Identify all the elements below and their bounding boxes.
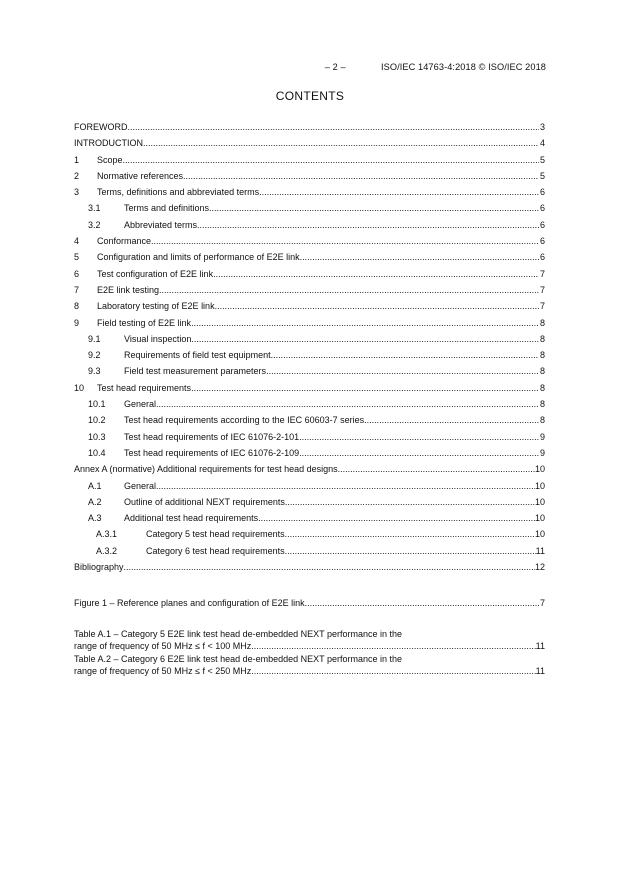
toc-page-number: 7 bbox=[539, 301, 545, 312]
toc-page-number: 10 bbox=[534, 513, 545, 524]
toc-entry-number: A.3 bbox=[88, 513, 102, 524]
toc-entry[interactable] bbox=[74, 383, 545, 399]
toc-entry-title: Annex A (normative) Additional requirements for test head designs bbox=[74, 464, 338, 475]
toc-page-number: 8 bbox=[539, 350, 545, 361]
figure-page-number: 7 bbox=[539, 598, 545, 609]
toc-entry-title: FOREWORD bbox=[74, 122, 128, 132]
toc-page-number: 9 bbox=[539, 431, 545, 442]
toc-entry[interactable] bbox=[74, 481, 545, 497]
page-header bbox=[325, 62, 546, 72]
toc-entry-number: 10.3 bbox=[88, 431, 106, 442]
toc-page-number: 8 bbox=[539, 317, 545, 328]
toc-entry[interactable] bbox=[74, 187, 545, 203]
toc-entry-title: Conformance bbox=[97, 236, 152, 247]
toc-page-number: 10 bbox=[534, 496, 545, 507]
toc-entry[interactable] bbox=[74, 529, 545, 545]
toc-entry-title: Outline of additional NEXT requirements bbox=[124, 496, 285, 507]
toc-entry[interactable] bbox=[74, 285, 545, 301]
toc-entry-number: 5 bbox=[74, 252, 80, 263]
table-of-contents bbox=[74, 122, 545, 679]
toc-page-number: 4 bbox=[539, 138, 545, 149]
toc-entry-title: Laboratory testing of E2E link bbox=[97, 301, 215, 312]
toc-entry[interactable] bbox=[74, 448, 545, 464]
toc-entry-number: 3.2 bbox=[88, 219, 101, 230]
toc-page-number: 6 bbox=[539, 219, 545, 230]
toc-entry[interactable] bbox=[74, 269, 545, 285]
toc-page-number: 8 bbox=[539, 399, 545, 410]
toc-entry[interactable] bbox=[74, 301, 545, 317]
page-number-label: – 2 – bbox=[324, 62, 346, 72]
toc-entry[interactable] bbox=[74, 497, 545, 513]
toc-entry[interactable] bbox=[74, 334, 545, 350]
toc-entry-number: 9.3 bbox=[88, 366, 101, 377]
toc-entry-number: 9.1 bbox=[88, 333, 101, 344]
toc-page-number: 7 bbox=[539, 284, 545, 295]
toc-entry-number: 4 bbox=[74, 236, 80, 247]
toc-entry-title: Normative references bbox=[97, 170, 184, 181]
toc-entry-title: Additional test head requirements bbox=[124, 513, 259, 524]
toc-entry-title: Category 6 test head requirements bbox=[146, 545, 285, 556]
table-title-line2: range of frequency of 50 MHz ≤ f < 250 MHz bbox=[74, 665, 252, 676]
toc-entry-title: Terms and definitions bbox=[124, 203, 210, 214]
toc-page-number: 10 bbox=[534, 529, 545, 540]
toc-entry-number: 1 bbox=[74, 154, 80, 165]
toc-entry-number: A.3.1 bbox=[96, 529, 118, 540]
toc-entry-number: 7 bbox=[74, 284, 80, 295]
toc-entry-title: Test head requirements bbox=[97, 382, 192, 393]
toc-entry-number: 9 bbox=[74, 317, 80, 328]
toc-page-number: 12 bbox=[534, 562, 545, 573]
toc-entry-title: Scope bbox=[97, 154, 123, 165]
toc-entry-title: Abbreviated terms bbox=[124, 219, 198, 230]
toc-page-number: 6 bbox=[539, 203, 545, 214]
toc-entry[interactable] bbox=[74, 236, 545, 252]
toc-page-number: 7 bbox=[539, 268, 545, 279]
toc-entry[interactable] bbox=[74, 513, 545, 529]
table-page-number: 11 bbox=[535, 665, 545, 676]
toc-page-number: 8 bbox=[539, 415, 545, 426]
toc-entry-title: Field test measurement parameters bbox=[124, 366, 267, 377]
toc-entry[interactable] bbox=[74, 432, 545, 448]
toc-page-number: 9 bbox=[539, 447, 545, 458]
toc-entry-number: 3 bbox=[74, 187, 80, 198]
toc-entry[interactable] bbox=[74, 546, 545, 562]
toc-entry-title: General bbox=[124, 480, 157, 491]
toc-entry-number: A.1 bbox=[88, 480, 102, 491]
toc-entry-title: Configuration and limits of performance of E2E link bbox=[97, 252, 300, 263]
table-list-entry[interactable] bbox=[74, 654, 545, 679]
toc-entry-title: Test head requirements of IEC 61076-2-109 bbox=[124, 447, 300, 458]
toc-entry-number: 8 bbox=[74, 301, 80, 312]
toc-entry[interactable] bbox=[74, 350, 545, 366]
toc-entry[interactable] bbox=[74, 122, 545, 138]
table-list-entry[interactable] bbox=[74, 629, 545, 654]
toc-entry-title: Test configuration of E2E link bbox=[97, 268, 214, 279]
toc-entry-number: 6 bbox=[74, 268, 80, 279]
toc-entry-number: 10.2 bbox=[88, 415, 106, 426]
toc-page-number: 8 bbox=[539, 382, 545, 393]
toc-entry-number: 2 bbox=[74, 170, 80, 181]
table-title-line1: Table A.1 – Category 5 E2E link test head de-embedded NEXT performance in the bbox=[74, 628, 403, 639]
toc-entry[interactable] bbox=[74, 171, 545, 187]
toc-entry-title: General bbox=[124, 399, 157, 410]
toc-entry-number: A.2 bbox=[88, 496, 102, 507]
toc-entry-number: 9.2 bbox=[88, 350, 101, 361]
toc-entry-title: Terms, definitions and abbreviated terms bbox=[97, 187, 260, 198]
toc-entry-title: Test head requirements according to the IEC 60603-7 series bbox=[124, 415, 365, 426]
toc-entry-title: Category 5 test head requirements bbox=[146, 529, 285, 540]
toc-entry[interactable] bbox=[74, 318, 545, 334]
toc-entry-title: E2E link testing bbox=[97, 284, 160, 295]
toc-page-number: 10 bbox=[534, 464, 545, 475]
toc-entry-title: INTRODUCTION bbox=[74, 138, 143, 149]
toc-entry[interactable] bbox=[74, 464, 545, 480]
toc-entry[interactable] bbox=[74, 138, 545, 154]
toc-page-number: 6 bbox=[539, 187, 545, 198]
toc-entry[interactable] bbox=[74, 366, 545, 382]
toc-entry[interactable] bbox=[74, 252, 545, 268]
toc-page-number: 6 bbox=[539, 236, 545, 247]
toc-entry-title: Test head requirements of IEC 61076-2-101 bbox=[124, 431, 300, 442]
toc-entry-title: Visual inspection bbox=[124, 333, 192, 344]
table-page-number: 11 bbox=[535, 640, 545, 651]
table-title-line1: Table A.2 – Category 6 E2E link test head de-embedded NEXT performance in the bbox=[74, 653, 403, 664]
table-title-line2: range of frequency of 50 MHz ≤ f < 100 MHz bbox=[74, 640, 252, 651]
toc-page-number: 5 bbox=[539, 170, 545, 181]
toc-entry-number: 10 bbox=[74, 382, 85, 393]
toc-page-number: 8 bbox=[539, 366, 545, 377]
toc-entry[interactable] bbox=[74, 203, 545, 219]
toc-page-number: 11 bbox=[535, 545, 545, 556]
toc-entry-title: Field testing of E2E link bbox=[97, 317, 192, 328]
standard-reference: ISO/IEC 14763-4:2018 © ISO/IEC 2018 bbox=[380, 62, 546, 72]
toc-entry-title: Bibliography bbox=[74, 562, 124, 573]
toc-page-number: 5 bbox=[539, 154, 545, 165]
figure-title: Figure 1 – Reference planes and configuration of E2E link bbox=[74, 598, 305, 609]
toc-entry-number: 10.1 bbox=[88, 399, 106, 410]
toc-page-number: 10 bbox=[534, 480, 545, 491]
page-title: CONTENTS bbox=[275, 89, 345, 103]
toc-entry-number: 10.4 bbox=[88, 447, 106, 458]
toc-page-number: 3 bbox=[539, 122, 545, 132]
toc-entry[interactable] bbox=[74, 415, 545, 431]
toc-page-number: 6 bbox=[539, 252, 545, 263]
toc-entry-title: Requirements of field test equipment bbox=[124, 350, 271, 361]
toc-entry-number: A.3.2 bbox=[96, 545, 118, 556]
toc-entry[interactable] bbox=[74, 399, 545, 415]
toc-entry-number: 3.1 bbox=[88, 203, 101, 214]
figure-list-entry[interactable] bbox=[74, 598, 545, 614]
toc-page-number: 8 bbox=[539, 333, 545, 344]
toc-entry[interactable] bbox=[74, 220, 545, 236]
toc-entry[interactable] bbox=[74, 155, 545, 171]
toc-entry[interactable] bbox=[74, 562, 545, 578]
